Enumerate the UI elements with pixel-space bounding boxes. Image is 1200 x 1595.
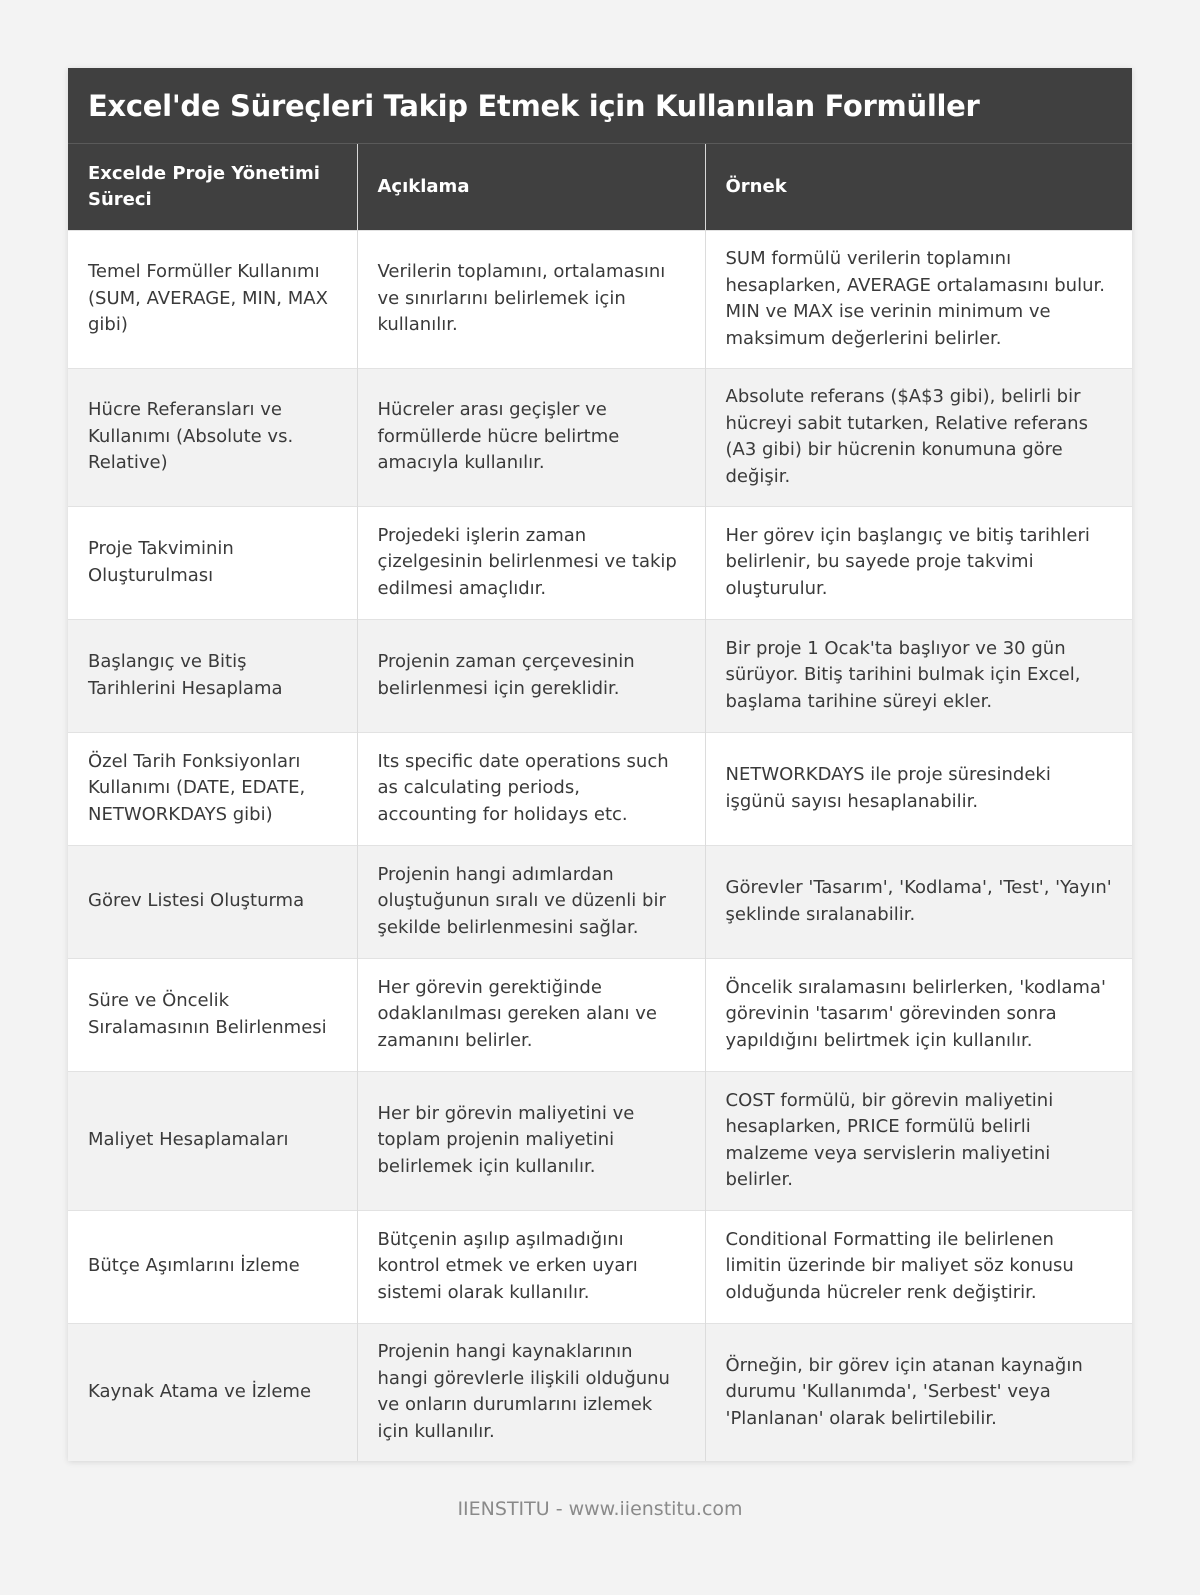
cell-description: Projenin hangi adımlardan oluştuğunun sıralı ve düzenli bir şekilde belirlenmesini sağlar. — [357, 845, 705, 958]
cell-description: Verilerin toplamını, ortalamasını ve sınırlarını belirlemek için kullanılır. — [357, 230, 705, 368]
table-row — [68, 230, 1132, 368]
table-row — [68, 958, 1132, 1071]
column-header-example: Örnek — [705, 144, 1132, 230]
cell-description: Its specific date operations such as calculating periods, accounting for holidays etc. — [357, 732, 705, 845]
table-title: Excel'de Süreçleri Takip Etmek için Kullanılan Formüller — [68, 68, 1132, 144]
cell-example: COST formülü, bir görevin maliyetini hesaplarken, PRICE formülü belirli malzeme veya servislerin maliyetini belirler. — [705, 1071, 1132, 1210]
cell-description: Projenin hangi kaynaklarının hangi görevlerle ilişkili olduğunu ve onların durumlarını izlemek için kullanılır. — [357, 1323, 705, 1461]
cell-process: Başlangıç ve Bitiş Tarihlerini Hesaplama — [68, 619, 357, 732]
cell-process: Özel Tarih Fonksiyonları Kullanımı (DATE, EDATE, NETWORKDAYS gibi) — [68, 732, 357, 845]
table-row — [68, 1323, 1132, 1461]
table-row — [68, 1210, 1132, 1323]
table-row — [68, 1071, 1132, 1210]
cell-example: Örneğin, bir görev için atanan kaynağın durumu 'Kullanımda', 'Serbest' veya 'Planlanan' olarak belirtilebilir. — [705, 1323, 1132, 1461]
cell-process: Maliyet Hesaplamaları — [68, 1071, 357, 1210]
process-table — [68, 144, 1132, 1461]
cell-process: Görev Listesi Oluşturma — [68, 845, 357, 958]
cell-description: Hücreler arası geçişler ve formüllerde hücre belirtme amacıyla kullanılır. — [357, 368, 705, 506]
cell-description: Her görevin gerektiğinde odaklanılması gereken alanı ve zamanını belirler. — [357, 958, 705, 1071]
cell-description: Bütçenin aşılıp aşılmadığını kontrol etmek ve erken uyarı sistemi olarak kullanılır. — [357, 1210, 705, 1323]
table-card — [68, 68, 1132, 1461]
column-header-description: Açıklama — [357, 144, 705, 230]
column-header-process: Excelde Proje Yönetimi Süreci — [68, 144, 357, 230]
header-row — [68, 144, 1132, 230]
cell-example: Görevler 'Tasarım', 'Kodlama', 'Test', 'Yayın' şeklinde sıralanabilir. — [705, 845, 1132, 958]
cell-example: Conditional Formatting ile belirlenen limitin üzerinde bir maliyet söz konusu olduğunda hücreler renk değiştirir. — [705, 1210, 1132, 1323]
cell-example: Absolute referans ($A$3 gibi), belirli bir hücreyi sabit tutarken, Relative referans (A3 gibi) bir hücrenin konumuna göre değişir. — [705, 368, 1132, 506]
table-row — [68, 506, 1132, 619]
table-row — [68, 845, 1132, 958]
cell-description: Projedeki işlerin zaman çizelgesinin belirlenmesi ve takip edilmesi amaçlıdır. — [357, 506, 705, 619]
table-row — [68, 368, 1132, 506]
cell-process: Proje Takviminin Oluşturulması — [68, 506, 357, 619]
cell-process: Kaynak Atama ve İzleme — [68, 1323, 357, 1461]
cell-example: Öncelik sıralamasını belirlerken, 'kodlama' görevinin 'tasarım' görevinden sonra yapıldığını belirtmek için kullanılır. — [705, 958, 1132, 1071]
table-row — [68, 732, 1132, 845]
cell-process: Hücre Referansları ve Kullanımı (Absolute vs. Relative) — [68, 368, 357, 506]
table-row — [68, 619, 1132, 732]
cell-process: Süre ve Öncelik Sıralamasının Belirlenmesi — [68, 958, 357, 1071]
cell-process: Temel Formüller Kullanımı (SUM, AVERAGE, MIN, MAX gibi) — [68, 230, 357, 368]
cell-example: Her görev için başlangıç ve bitiş tarihleri belirlenir, bu sayede proje takvimi oluşturulur. — [705, 506, 1132, 619]
cell-example: Bir proje 1 Ocak'ta başlıyor ve 30 gün sürüyor. Bitiş tarihini bulmak için Excel, başlama tarihine süreyi ekler. — [705, 619, 1132, 732]
cell-description: Her bir görevin maliyetini ve toplam projenin maliyetini belirlemek için kullanılır. — [357, 1071, 705, 1210]
footer-credit: IIENSTITU - www.iienstitu.com — [457, 1498, 743, 1520]
cell-example: SUM formülü verilerin toplamını hesaplarken, AVERAGE ortalamasını bulur. MIN ve MAX ise verinin minimum ve maksimum değerlerini belirler. — [705, 230, 1132, 368]
cell-process: Bütçe Aşımlarını İzleme — [68, 1210, 357, 1323]
cell-example: NETWORKDAYS ile proje süresindeki işgünü sayısı hesaplanabilir. — [705, 732, 1132, 845]
cell-description: Projenin zaman çerçevesinin belirlenmesi için gereklidir. — [357, 619, 705, 732]
